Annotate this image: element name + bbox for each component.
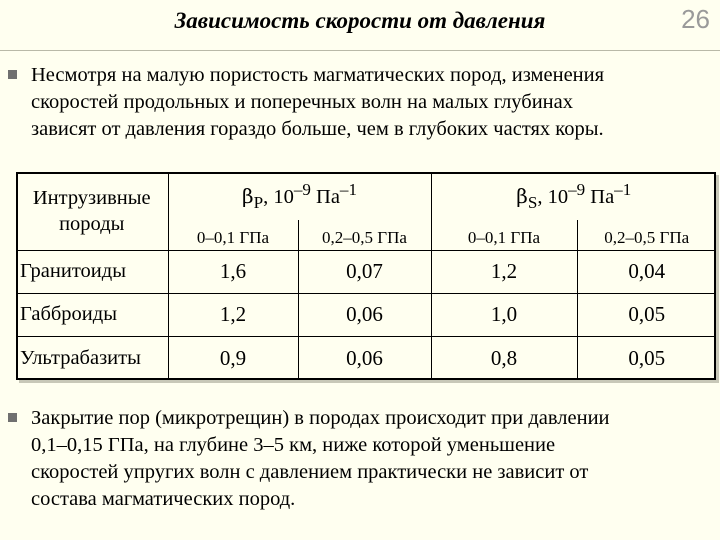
table-corner-header: Интрузивные породы [16,172,168,250]
table-cell: 1,2 [168,293,298,336]
title-divider [0,50,720,51]
table-cell: 0,07 [298,250,431,293]
header-beta-s: $\beta_S$, $10^{-9}$ $Па^{-1}$ [516,179,632,212]
subheader-pressure: 0,2–0,5 ГПа [298,220,431,250]
header-beta-p: $\beta_P$, $10^{-9}$ $Па^{-1}$ [168,172,431,220]
table-row [16,250,716,293]
table-cell: 1,6 [168,250,298,293]
subheader-pressure: 0–0,1 ГПа [168,220,298,250]
table-cell: 0,8 [431,336,577,380]
table-cell: 0,9 [168,336,298,380]
table-cell: 0,06 [298,293,431,336]
table-cell: 0,05 [628,345,666,370]
bullet-item-1 [8,62,720,143]
bullet-item-2 [8,405,720,513]
table-row [16,336,716,380]
table-cell: 0,06 [298,336,431,380]
bullet-text: Несмотря на малую пористость магматических пород, изменения скоростей продольных и поперечных волн на малых глубинах зависят от давления гораздо больше, чем в глубоких частях коры. [31,64,605,140]
slide-number: 26 [681,4,710,34]
rock-name: Габброиды [16,293,168,336]
bullet-text: Закрытие пор (микротрещин) в породах происходит при давлении 0,1–0,15 ГПа, на глубине 3–5 км, ниже которой уменьшение скоростей упругих волн с давлением практически не зависит от состава магматических пород. [31,407,610,510]
square-bullet-icon [8,413,17,422]
velocity-pressure-table [16,172,716,380]
table-cell: 0,05 [577,293,716,336]
table-cell: 1,2 [431,250,577,293]
rock-name: Ультрабазиты [16,336,168,380]
subheader-pressure: 0–0,1 ГПа [431,220,577,250]
table-cell: 1,0 [431,293,577,336]
rock-name: Гранитоиды [16,250,168,293]
table-cell: 0,04 [577,250,716,293]
square-bullet-icon [8,70,17,79]
slide-title: Зависимость скорости от давления [174,8,546,33]
subheader-pressure: 0,2–0,5 ГПа [577,220,716,250]
table-row [16,293,716,336]
